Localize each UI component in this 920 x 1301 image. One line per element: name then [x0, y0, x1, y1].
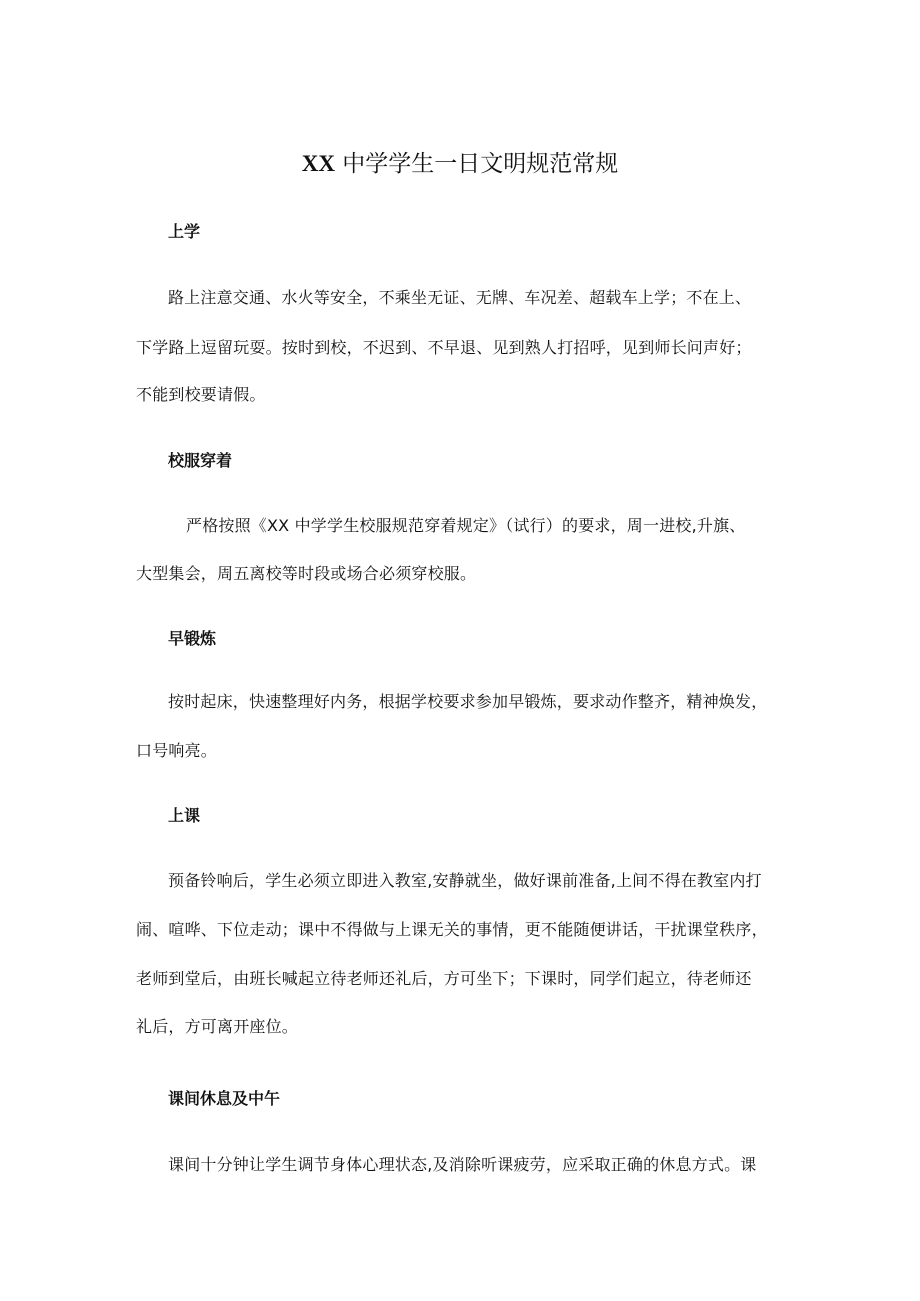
paragraph-line: 下学路上逗留玩耍。按时到校，不迟到、不早退、见到熟人打招呼，见到师长问声好；: [136, 338, 752, 357]
title-text: 中学学生一日文明规范常规: [334, 151, 619, 177]
paragraph-line: 不能到校要请假。: [136, 385, 266, 404]
page-title: [0, 148, 920, 180]
section-heading-morning-exercise: 早锻炼: [168, 629, 217, 648]
paragraph-line: 礼后，方可离开座位。: [136, 1017, 299, 1036]
section-heading-uniform: 校服穿着: [168, 451, 233, 470]
paragraph-line: 严格按照《XX 中学学生校服规范穿着规定》（试行）的要求，周一进校,升旗、: [186, 516, 746, 535]
paragraph-line: 路上注意交通、水火等安全，不乘坐无证、无牌、车况差、超载车上学；不在上、: [168, 288, 752, 307]
paragraph-line: 预备铃响后，学生必须立即进入教室,安静就坐，做好课前准备,上间不得在教室内打: [168, 871, 762, 890]
paragraph-line: 大型集会，周五离校等时段或场合必须穿校服。: [136, 564, 477, 583]
paragraph-line: 老师到堂后，由班长喊起立待老师还礼后，方可坐下；下课时，同学们起立，待老师还: [136, 969, 752, 988]
paragraph-line: 课间十分钟让学生调节身体心理状态,及消除听课疲劳，应采取正确的休息方式。课: [168, 1155, 757, 1174]
paragraph-line: 按时起床，快速整理好内务，根据学校要求参加早锻炼，要求动作整齐，精神焕发，: [168, 692, 768, 711]
section-heading-class: 上课: [168, 806, 201, 825]
title-prefix: XX: [301, 151, 335, 176]
section-heading-commute: 上学: [168, 222, 201, 241]
paragraph-line: 口号响亮。: [136, 741, 218, 760]
paragraph-line: 闹、喧哗、下位走动；课中不得做与上课无关的事情，更不能随便讲话，干扰课堂秩序，: [136, 920, 768, 939]
section-heading-break: 课间休息及中午: [168, 1089, 281, 1108]
